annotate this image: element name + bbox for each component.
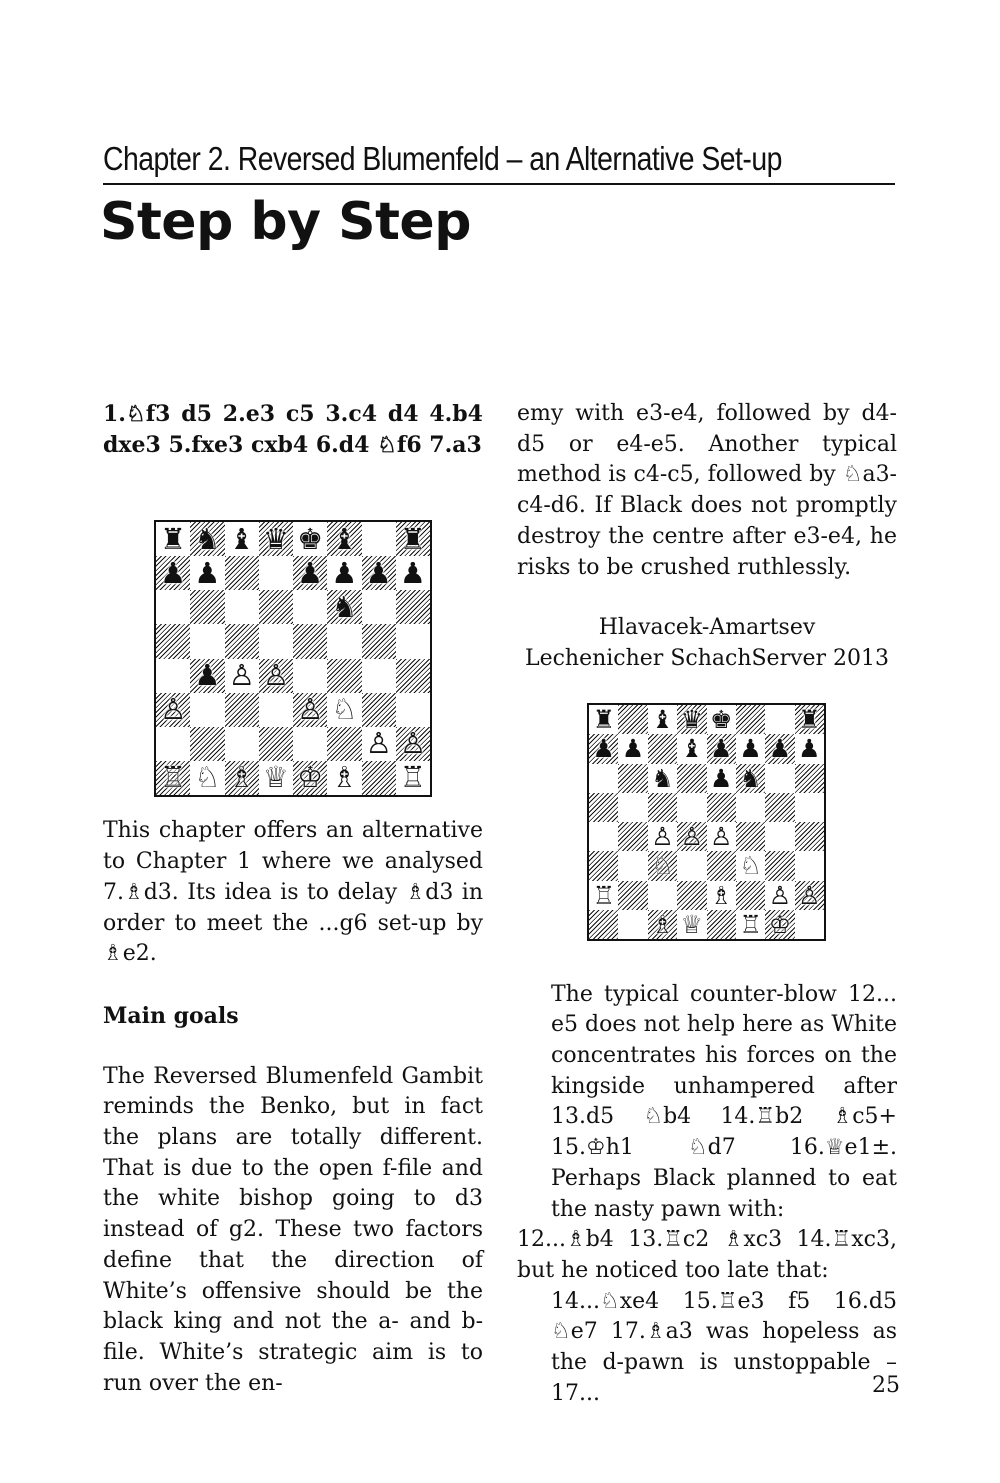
board-square: [765, 822, 794, 851]
board-square: [362, 522, 396, 556]
board-square: [765, 734, 794, 763]
board-square: [396, 624, 430, 658]
board-square: [293, 659, 327, 693]
board-square: [327, 624, 361, 658]
black-piece-icon: ♟: [621, 734, 645, 764]
board-square: [795, 705, 824, 734]
black-piece-icon: ♟: [297, 555, 324, 590]
board-square: [362, 624, 396, 658]
board-square: [327, 659, 361, 693]
board-square: [589, 764, 618, 793]
intro-paragraph: This chapter offers an alternative to Chapter 1 where we analysed 7.♗d3. Its idea is to delay ♗d3 in order to meet the ...g6 set-up by ♗e2.: [103, 818, 483, 967]
white-piece-icon: ♘: [739, 851, 762, 881]
board-square: [648, 881, 677, 910]
page-title: Step by Step: [100, 192, 471, 252]
board-square: [707, 822, 736, 851]
board-square: [677, 822, 706, 851]
white-piece-icon: ♙: [160, 692, 187, 727]
board-square: [736, 793, 765, 822]
white-piece-icon: ♙: [365, 726, 392, 761]
white-piece-icon: ♔: [768, 909, 792, 939]
board-square: [648, 764, 677, 793]
board-square: [156, 590, 190, 624]
black-piece-icon: ♜: [399, 521, 426, 556]
white-piece-icon: ♖: [739, 909, 762, 939]
board-square: [259, 761, 293, 795]
black-piece-icon: ♞: [651, 763, 674, 793]
board-square: [327, 556, 361, 590]
white-piece-icon: ♙: [651, 822, 674, 852]
white-piece-icon: ♖: [160, 760, 187, 795]
white-piece-icon: ♗: [331, 760, 358, 795]
game-players: Hlavacek-Amartsev: [598, 615, 816, 641]
board-square: [589, 793, 618, 822]
board-square: [795, 910, 824, 939]
board-square: [225, 727, 259, 761]
game-event: Lechenicher SchachServer 2013: [524, 645, 890, 671]
board-square: [396, 693, 430, 727]
chapter-title: Chapter 2. Reversed Blumenfeld – an Alternative Set-up: [103, 140, 782, 177]
white-piece-icon: ♙: [297, 692, 324, 727]
board-square: [327, 693, 361, 727]
white-piece-icon: ♗: [709, 880, 733, 910]
board-square: [618, 764, 647, 793]
board-square: [259, 624, 293, 658]
board-square: [156, 624, 190, 658]
board-square: [765, 764, 794, 793]
board-square: [648, 734, 677, 763]
white-piece-icon: ♘: [331, 692, 358, 727]
board-square: [396, 590, 430, 624]
board-square: [362, 761, 396, 795]
board-square: [618, 910, 647, 939]
board-square: [707, 764, 736, 793]
board-square: [589, 881, 618, 910]
board-square: [795, 822, 824, 851]
board-square: [648, 822, 677, 851]
white-piece-icon: ♘: [651, 851, 674, 881]
black-piece-icon: ♟: [331, 555, 358, 590]
board-square: [736, 881, 765, 910]
board-square: [648, 910, 677, 939]
board-square: [707, 851, 736, 880]
board-square: [589, 910, 618, 939]
board-square: [293, 590, 327, 624]
board-square: [589, 734, 618, 763]
board-square: [677, 705, 706, 734]
board-square: [765, 851, 794, 880]
black-piece-icon: ♟: [592, 734, 615, 764]
black-piece-icon: ♜: [160, 521, 187, 556]
board-square: [707, 793, 736, 822]
board-square: [648, 851, 677, 880]
board-square: [648, 793, 677, 822]
black-piece-icon: ♞: [194, 521, 221, 556]
board-square: [677, 793, 706, 822]
board-square: [327, 727, 361, 761]
game-paragraph-3: 14...♘xe4 15.♖e3 f5 16.d5 ♘e7 17.♗a3 was hopeless as the d-pawn is unstoppable – 17...: [551, 1288, 897, 1406]
board-square: [225, 522, 259, 556]
white-piece-icon: ♗: [651, 909, 674, 939]
board-square: [259, 556, 293, 590]
game-paragraph-1: The typical counter-blow 12... e5 does not help here as White concentrates his forces on the kingside unhampered after 13.d5 ♘b4 14.♖b2 ♗c5+ 15.♔h1 ♘d7 16.♕e1±. Perhaps Black planned to eat the nasty pawn with:: [551, 981, 897, 1222]
board-square: [225, 556, 259, 590]
page-number: 25: [872, 1373, 900, 1398]
main-goals-heading: Main goals: [103, 1002, 239, 1029]
board-square: [293, 693, 327, 727]
white-piece-icon: ♙: [228, 658, 255, 693]
board-square: [618, 851, 647, 880]
board-square: [293, 522, 327, 556]
board-square: [736, 764, 765, 793]
white-piece-icon: ♔: [297, 760, 324, 795]
board-square: [795, 881, 824, 910]
white-piece-icon: ♙: [680, 822, 704, 852]
white-piece-icon: ♕: [680, 909, 704, 939]
black-piece-icon: ♞: [331, 589, 358, 624]
black-piece-icon: ♝: [331, 521, 358, 556]
main-goals-paragraph: The Reversed Blumenfeld Gambit reminds the Benko, but in fact the plans are totally different. That is due to the open f-file and the white bishop going to d3 instead of g2. These two factors define that the direction of White’s offensive should be the black king and not the a- and b-file. White’s strategic aim is to run over the en-: [103, 1063, 483, 1396]
board-square: [293, 727, 327, 761]
board-square: [190, 659, 224, 693]
board-square: [677, 851, 706, 880]
white-piece-icon: ♙: [768, 880, 792, 910]
board-square: [190, 727, 224, 761]
board-square: [736, 822, 765, 851]
black-piece-icon: ♞: [739, 763, 762, 793]
black-piece-icon: ♟: [768, 734, 792, 764]
board-square: [677, 734, 706, 763]
board-square: [396, 659, 430, 693]
board-square: [190, 522, 224, 556]
board-square: [677, 764, 706, 793]
board-square: [327, 522, 361, 556]
chess-diagram-game: [587, 703, 826, 941]
board-square: [190, 624, 224, 658]
board-square: [795, 793, 824, 822]
black-piece-icon: ♟: [709, 734, 733, 764]
black-piece-icon: ♝: [651, 705, 674, 735]
board-square: [225, 590, 259, 624]
black-piece-icon: ♟: [399, 555, 426, 590]
board-square: [396, 727, 430, 761]
board-square: [190, 761, 224, 795]
board-square: [156, 556, 190, 590]
board-square: [362, 590, 396, 624]
black-piece-icon: ♝: [680, 734, 704, 764]
board-square: [156, 727, 190, 761]
black-piece-icon: ♟: [160, 555, 187, 590]
black-piece-icon: ♟: [365, 555, 392, 590]
game-paragraph-2: 12...♗b4 13.♖c2 ♗xc3 14.♖xc3, but he noticed too late that:: [517, 1227, 897, 1283]
board-square: [396, 761, 430, 795]
board-square: [225, 693, 259, 727]
board-square: [190, 556, 224, 590]
white-piece-icon: ♙: [262, 658, 289, 693]
white-piece-icon: ♖: [399, 760, 426, 795]
board-square: [225, 624, 259, 658]
black-piece-icon: ♛: [680, 705, 704, 735]
black-piece-icon: ♚: [297, 521, 324, 556]
board-square: [795, 764, 824, 793]
board-square: [362, 727, 396, 761]
header-rule: [103, 183, 895, 185]
black-piece-icon: ♜: [798, 705, 821, 735]
board-square: [327, 761, 361, 795]
white-piece-icon: ♗: [228, 760, 255, 795]
board-square: [736, 851, 765, 880]
board-square: [156, 693, 190, 727]
board-square: [589, 851, 618, 880]
chess-diagram-main: [154, 520, 432, 797]
board-square: [362, 693, 396, 727]
board-square: [618, 793, 647, 822]
board-square: [648, 705, 677, 734]
black-piece-icon: ♚: [709, 705, 733, 735]
board-square: [259, 727, 293, 761]
black-piece-icon: ♝: [228, 521, 255, 556]
board-square: [765, 881, 794, 910]
board-square: [259, 522, 293, 556]
board-square: [259, 693, 293, 727]
board-square: [293, 624, 327, 658]
board-square: [736, 734, 765, 763]
black-piece-icon: ♟: [798, 734, 821, 764]
black-piece-icon: ♛: [262, 521, 289, 556]
board-square: [618, 822, 647, 851]
black-piece-icon: ♟: [194, 658, 221, 693]
board-square: [396, 556, 430, 590]
board-square: [259, 590, 293, 624]
board-square: [293, 761, 327, 795]
board-square: [618, 881, 647, 910]
board-square: [707, 705, 736, 734]
black-piece-icon: ♟: [709, 763, 733, 793]
board-square: [707, 734, 736, 763]
board-square: [293, 556, 327, 590]
black-piece-icon: ♟: [194, 555, 221, 590]
board-square: [795, 734, 824, 763]
white-piece-icon: ♘: [194, 760, 221, 795]
white-piece-icon: ♙: [709, 822, 733, 852]
board-square: [589, 705, 618, 734]
board-square: [736, 910, 765, 939]
board-square: [765, 793, 794, 822]
board-square: [677, 910, 706, 939]
board-square: [225, 659, 259, 693]
white-piece-icon: ♕: [262, 760, 289, 795]
board-square: [707, 881, 736, 910]
board-square: [589, 822, 618, 851]
white-piece-icon: ♙: [399, 726, 426, 761]
opening-moves: 1.♘f3 d5 2.e3 c5 3.c4 d4 4.b4 dxe3 5.fxe3 cxb4 6.d4 ♘f6 7.a3: [103, 401, 483, 458]
board-square: [677, 881, 706, 910]
board-square: [765, 910, 794, 939]
board-square: [362, 659, 396, 693]
board-square: [190, 590, 224, 624]
white-piece-icon: ♙: [798, 880, 821, 910]
board-square: [327, 590, 361, 624]
board-square: [618, 734, 647, 763]
board-square: [156, 659, 190, 693]
board-square: [362, 556, 396, 590]
board-square: [156, 522, 190, 556]
continuation-paragraph: emy with e3-e4, followed by d4-d5 or e4-e5. Another typical method is c4-c5, followed by ♘a3-c4-d6. If Black does not promptly destroy the centre after e3-e4, he risks to be crushed ruthlessly.: [517, 401, 897, 580]
board-square: [156, 761, 190, 795]
board-square: [795, 851, 824, 880]
board-square: [190, 693, 224, 727]
board-square: [259, 659, 293, 693]
black-piece-icon: ♜: [592, 705, 615, 735]
board-square: [618, 705, 647, 734]
board-square: [225, 761, 259, 795]
white-piece-icon: ♖: [592, 880, 615, 910]
board-square: [396, 522, 430, 556]
board-square: [707, 910, 736, 939]
board-square: [736, 705, 765, 734]
board-square: [765, 705, 794, 734]
black-piece-icon: ♟: [739, 734, 762, 764]
